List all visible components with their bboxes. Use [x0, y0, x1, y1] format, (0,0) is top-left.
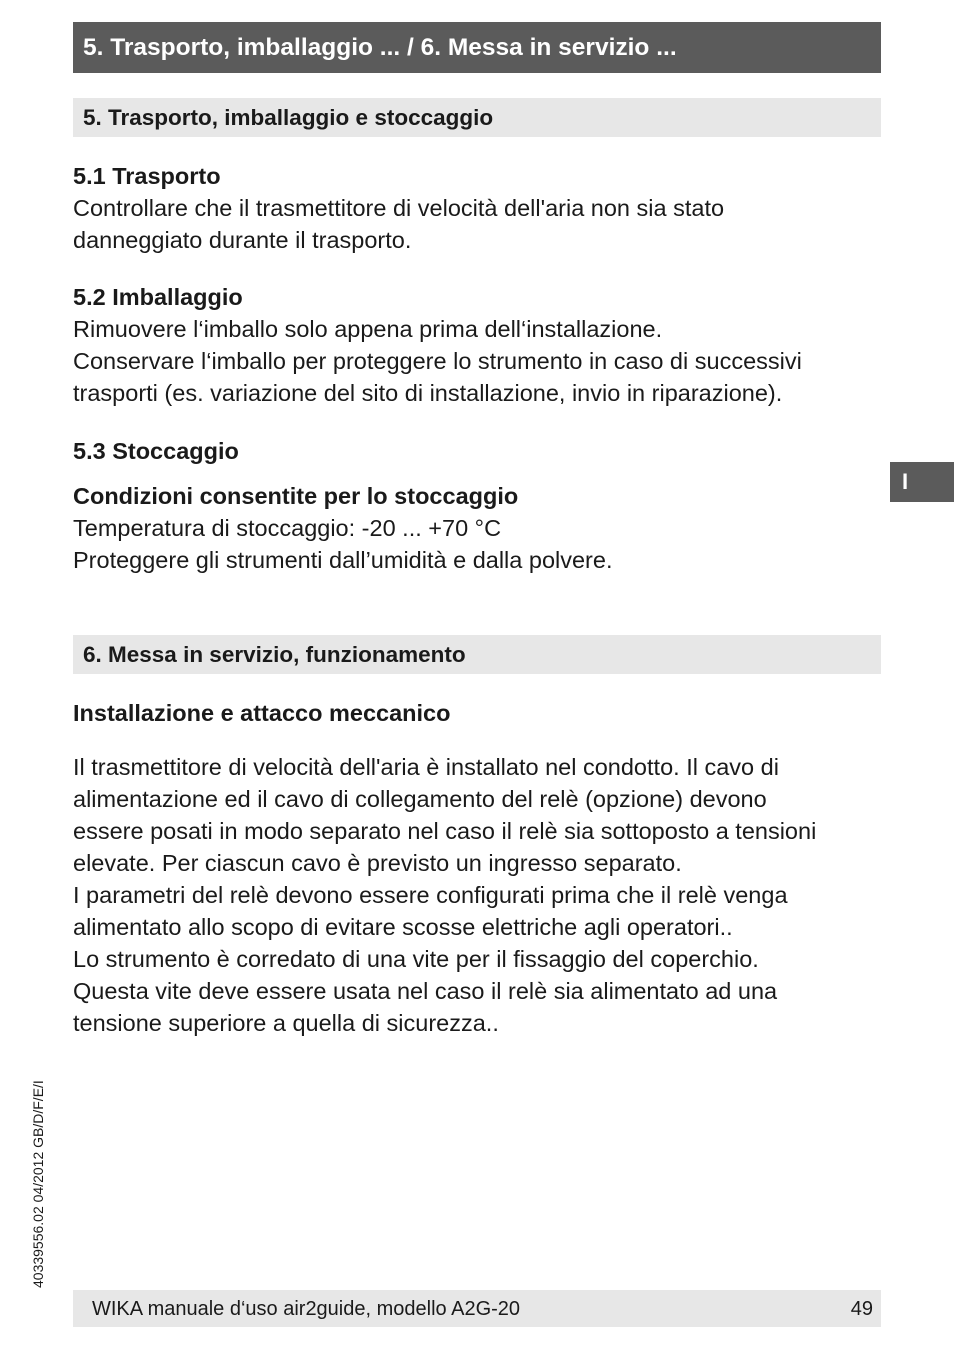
stoccaggio-subheading: Condizioni consentite per lo stoccaggio — [73, 483, 519, 509]
imballaggio-line: Rimuovere l‘imballo solo appena prima dell‘installazione. — [73, 316, 663, 342]
page-number: 49 — [850, 1298, 873, 1320]
language-tab-label: I — [902, 469, 909, 494]
installazione-line: I parametri del relè devono essere configurati prima che il relè venga — [73, 882, 788, 908]
page-header — [73, 22, 881, 73]
installazione-line: elevate. Per ciascun cavo è previsto un ingresso separato. — [73, 850, 682, 876]
installazione-heading: Installazione e attacco meccanico — [73, 700, 451, 726]
stoccaggio-heading-block — [73, 435, 893, 467]
stoccaggio-line: Temperatura di stoccaggio: -20 ... +70 °C — [73, 515, 502, 541]
stoccaggio-heading: 5.3 Stoccaggio — [73, 438, 239, 464]
section-6-title-bar — [73, 635, 881, 674]
installazione-line: Questa vite deve essere usata nel caso il relè sia alimentato ad una — [73, 978, 778, 1004]
language-tab — [890, 462, 954, 502]
imballaggio-line: trasporti (es. variazione del sito di installazione, invio in riparazione). — [73, 380, 783, 406]
page-footer — [73, 1290, 881, 1327]
footer-manual-title: WIKA manuale d‘uso air2guide, modello A2G-20 — [92, 1298, 521, 1320]
stoccaggio-block — [73, 480, 893, 576]
trasporto-line: danneggiato durante il trasporto. — [73, 227, 412, 253]
installazione-line: essere posati in modo separato nel caso il relè sia sottoposto a tensioni — [73, 818, 817, 844]
page-header-title: 5. Trasporto, imballaggio ... / 6. Messa in servizio ... — [83, 34, 677, 61]
section-5-title: 5. Trasporto, imballaggio e stoccaggio — [83, 105, 494, 130]
section-6-title: 6. Messa in servizio, funzionamento — [83, 642, 466, 667]
imballaggio-heading: 5.2 Imballaggio — [73, 284, 243, 310]
imballaggio-line: Conservare l‘imballo per proteggere lo strumento in caso di successivi — [73, 348, 802, 374]
section-5-title-bar — [73, 98, 881, 137]
trasporto-line: Controllare che il trasmettitore di velocità dell'aria non sia stato — [73, 195, 725, 221]
installazione-line: alimentato allo scopo di evitare scosse elettriche agli operatori.. — [73, 914, 733, 940]
installazione-line: alimentazione ed il cavo di collegamento del relè (opzione) devono — [73, 786, 767, 812]
trasporto-heading: 5.1 Trasporto — [73, 163, 221, 189]
installazione-line: Il trasmettitore di velocità dell'aria è installato nel condotto. Il cavo di — [73, 754, 779, 780]
installazione-line: Lo strumento è corredato di una vite per il fissaggio del coperchio. — [73, 946, 759, 972]
installazione-body — [73, 751, 893, 1039]
installazione-heading-block — [73, 697, 893, 729]
imballaggio-block — [73, 281, 893, 409]
stoccaggio-line: Proteggere gli strumenti dall’umidità e dalla polvere. — [73, 547, 613, 573]
installazione-line: tensione superiore a quella di sicurezza.. — [73, 1010, 499, 1036]
document-code: 40339556.02 04/2012 GB/D/F/E/I — [30, 1080, 46, 1288]
trasporto-block — [73, 160, 893, 256]
